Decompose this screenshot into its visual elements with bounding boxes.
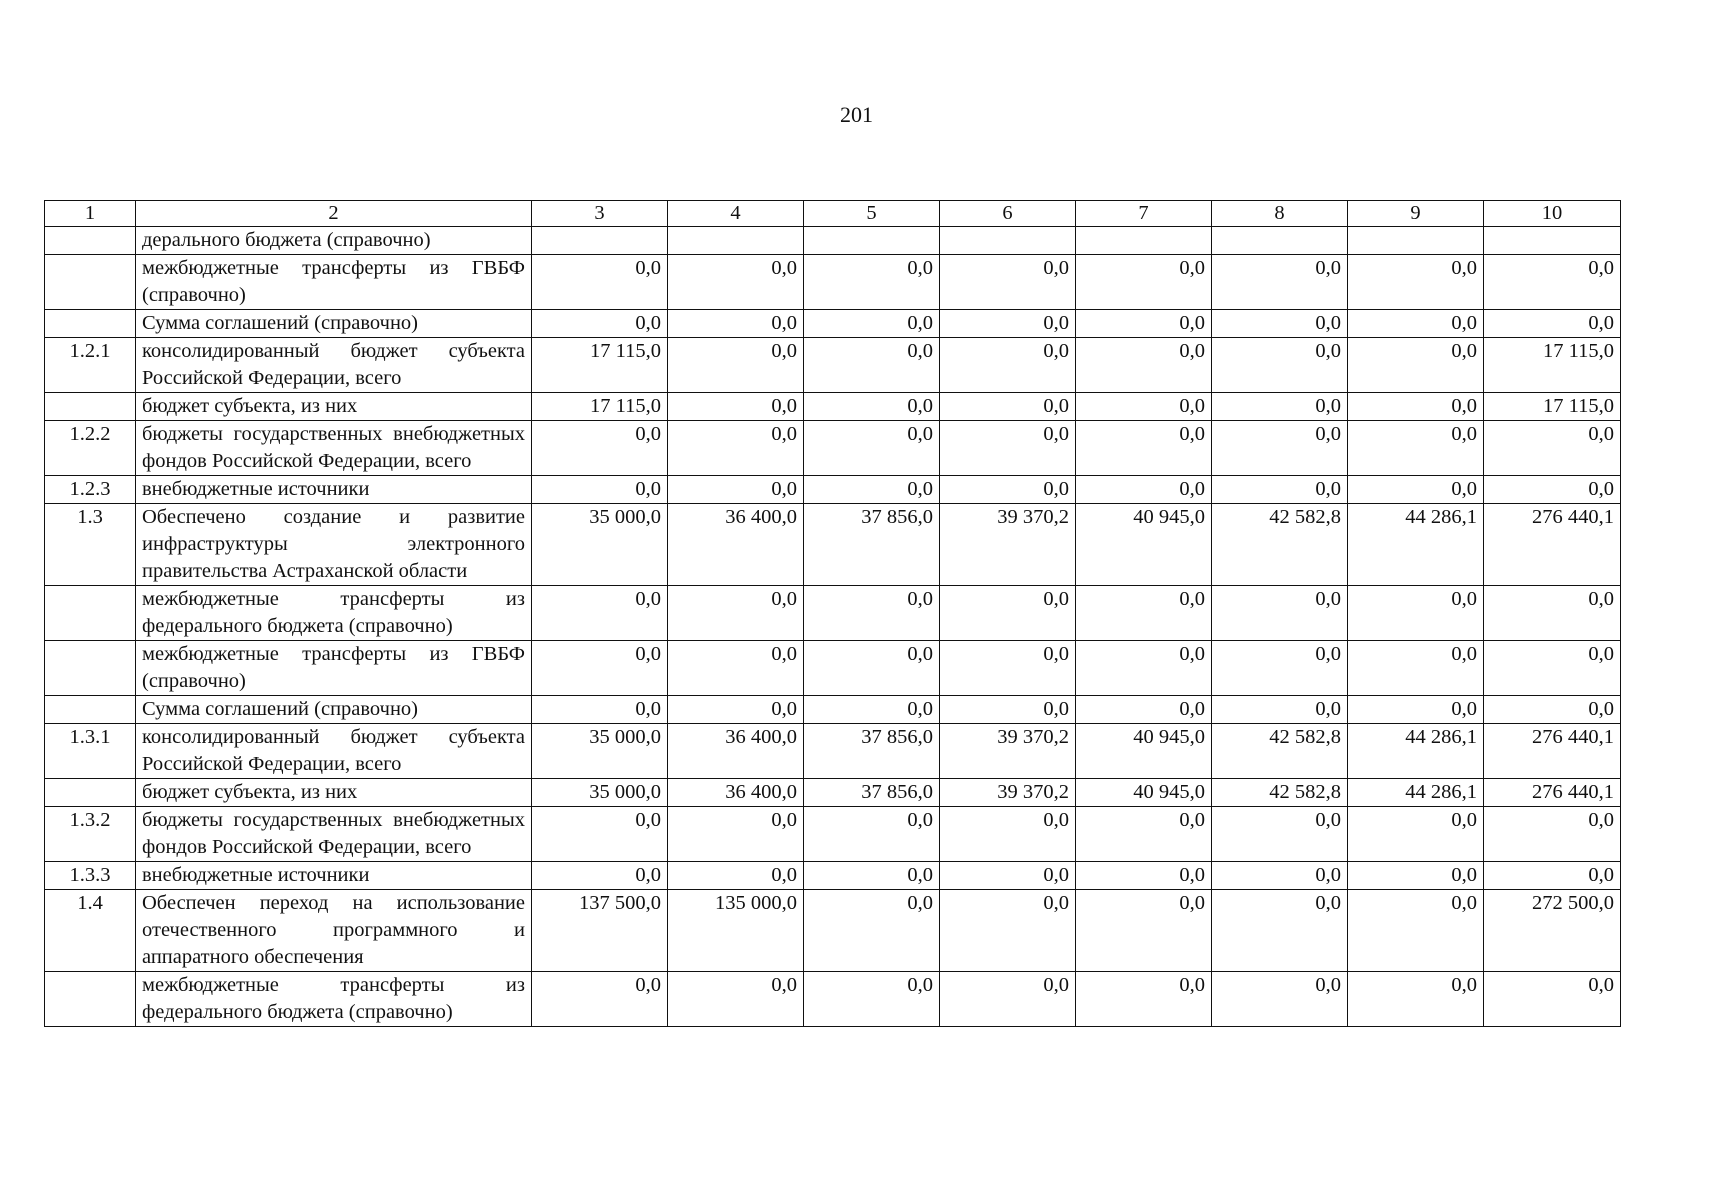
column-header: 6: [940, 201, 1076, 227]
value-cell: 276 440,1: [1484, 779, 1621, 807]
value-cell: 42 582,8: [1212, 504, 1348, 586]
value-cell: 17 115,0: [532, 393, 668, 421]
value-cell: 42 582,8: [1212, 779, 1348, 807]
value-cell: 0,0: [532, 862, 668, 890]
value-cell: 0,0: [1212, 586, 1348, 641]
value-cell: 0,0: [804, 586, 940, 641]
value-cell: 0,0: [1484, 586, 1621, 641]
value-cell: 0,0: [1348, 393, 1484, 421]
row-description: Обеспечен переход на использование отечественного программного и аппаратного обеспечения: [136, 890, 532, 972]
value-cell: 0,0: [1076, 310, 1212, 338]
value-cell: 36 400,0: [668, 724, 804, 779]
value-cell: 0,0: [1076, 862, 1212, 890]
value-cell: 17 115,0: [1484, 393, 1621, 421]
value-cell: 0,0: [1076, 393, 1212, 421]
value-cell: 0,0: [532, 255, 668, 310]
row-code: 1.2.1: [45, 338, 136, 393]
value-cell: [532, 227, 668, 255]
value-cell: 0,0: [804, 641, 940, 696]
value-cell: 0,0: [1348, 862, 1484, 890]
value-cell: 0,0: [1212, 972, 1348, 1027]
row-description: межбюджетные трансферты из федерального бюджета (справочно): [136, 972, 532, 1027]
value-cell: 0,0: [804, 972, 940, 1027]
table-row: [45, 696, 1621, 724]
value-cell: 0,0: [804, 862, 940, 890]
column-header: 7: [1076, 201, 1212, 227]
value-cell: 40 945,0: [1076, 779, 1212, 807]
value-cell: [1212, 227, 1348, 255]
value-cell: 276 440,1: [1484, 504, 1621, 586]
row-description: межбюджетные трансферты из федерального бюджета (справочно): [136, 586, 532, 641]
row-description: бюджет субъекта, из них: [136, 393, 532, 421]
value-cell: 0,0: [668, 310, 804, 338]
value-cell: 0,0: [940, 586, 1076, 641]
value-cell: 36 400,0: [668, 779, 804, 807]
table-row: [45, 476, 1621, 504]
table-row: [45, 393, 1621, 421]
value-cell: 0,0: [1484, 696, 1621, 724]
value-cell: 0,0: [1076, 890, 1212, 972]
row-code: [45, 696, 136, 724]
value-cell: [1076, 227, 1212, 255]
column-header: 5: [804, 201, 940, 227]
table-body: [45, 201, 1621, 1027]
value-cell: 0,0: [1076, 807, 1212, 862]
value-cell: 0,0: [1348, 421, 1484, 476]
row-code: 1.2.3: [45, 476, 136, 504]
table-row: [45, 641, 1621, 696]
value-cell: 0,0: [1212, 310, 1348, 338]
column-header: 10: [1484, 201, 1621, 227]
row-code: [45, 227, 136, 255]
value-cell: 0,0: [1484, 310, 1621, 338]
table-row: [45, 338, 1621, 393]
table-row: [45, 972, 1621, 1027]
value-cell: 0,0: [1076, 586, 1212, 641]
value-cell: 0,0: [532, 586, 668, 641]
value-cell: 35 000,0: [532, 779, 668, 807]
row-code: [45, 586, 136, 641]
value-cell: 0,0: [1348, 641, 1484, 696]
value-cell: 0,0: [1484, 972, 1621, 1027]
row-code: [45, 310, 136, 338]
value-cell: 35 000,0: [532, 724, 668, 779]
value-cell: 0,0: [668, 393, 804, 421]
value-cell: 0,0: [940, 641, 1076, 696]
row-code: 1.3: [45, 504, 136, 586]
value-cell: 0,0: [1484, 862, 1621, 890]
value-cell: 0,0: [1212, 255, 1348, 310]
value-cell: 0,0: [1348, 972, 1484, 1027]
value-cell: 272 500,0: [1484, 890, 1621, 972]
value-cell: 0,0: [532, 641, 668, 696]
value-cell: 37 856,0: [804, 779, 940, 807]
value-cell: 0,0: [1076, 476, 1212, 504]
value-cell: 0,0: [1212, 890, 1348, 972]
value-cell: 0,0: [940, 393, 1076, 421]
row-description: Сумма соглашений (справочно): [136, 696, 532, 724]
row-code: [45, 641, 136, 696]
value-cell: 0,0: [1348, 310, 1484, 338]
value-cell: 0,0: [1076, 641, 1212, 696]
row-description: бюджеты государственных внебюджетных фондов Российской Федерации, всего: [136, 421, 532, 476]
value-cell: 0,0: [1212, 476, 1348, 504]
value-cell: 0,0: [532, 310, 668, 338]
value-cell: 0,0: [1212, 421, 1348, 476]
column-header: 4: [668, 201, 804, 227]
row-code: 1.3.3: [45, 862, 136, 890]
value-cell: 40 945,0: [1076, 504, 1212, 586]
value-cell: 36 400,0: [668, 504, 804, 586]
value-cell: 0,0: [804, 807, 940, 862]
value-cell: 0,0: [940, 310, 1076, 338]
value-cell: 0,0: [1348, 338, 1484, 393]
value-cell: 0,0: [1484, 476, 1621, 504]
value-cell: 135 000,0: [668, 890, 804, 972]
value-cell: 0,0: [940, 476, 1076, 504]
row-code: [45, 255, 136, 310]
row-description: внебюджетные источники: [136, 476, 532, 504]
value-cell: 39 370,2: [940, 724, 1076, 779]
value-cell: 0,0: [1212, 338, 1348, 393]
value-cell: 0,0: [668, 641, 804, 696]
value-cell: 0,0: [940, 696, 1076, 724]
value-cell: 39 370,2: [940, 779, 1076, 807]
value-cell: 0,0: [940, 862, 1076, 890]
value-cell: 0,0: [1212, 807, 1348, 862]
value-cell: 0,0: [668, 476, 804, 504]
value-cell: [940, 227, 1076, 255]
value-cell: 0,0: [804, 421, 940, 476]
value-cell: 0,0: [804, 338, 940, 393]
table-row: [45, 779, 1621, 807]
value-cell: 0,0: [940, 255, 1076, 310]
row-description: Обеспечено создание и развитие инфраструктуры электронного правительства Астраханской области: [136, 504, 532, 586]
row-description: внебюджетные источники: [136, 862, 532, 890]
column-header: 9: [1348, 201, 1484, 227]
row-description: бюджеты государственных внебюджетных фондов Российской Федерации, всего: [136, 807, 532, 862]
header-row: [45, 201, 1621, 227]
table-row: [45, 862, 1621, 890]
value-cell: 0,0: [668, 862, 804, 890]
value-cell: 37 856,0: [804, 504, 940, 586]
value-cell: 44 286,1: [1348, 724, 1484, 779]
value-cell: 0,0: [804, 255, 940, 310]
value-cell: 0,0: [668, 807, 804, 862]
value-cell: 0,0: [668, 255, 804, 310]
value-cell: 0,0: [940, 890, 1076, 972]
value-cell: 0,0: [940, 421, 1076, 476]
row-description: бюджет субъекта, из них: [136, 779, 532, 807]
value-cell: 0,0: [1348, 255, 1484, 310]
value-cell: 0,0: [1076, 696, 1212, 724]
row-description: консолидированный бюджет субъекта Российской Федерации, всего: [136, 338, 532, 393]
table-row: [45, 255, 1621, 310]
value-cell: 0,0: [668, 696, 804, 724]
row-code: [45, 779, 136, 807]
value-cell: 276 440,1: [1484, 724, 1621, 779]
value-cell: 0,0: [1348, 696, 1484, 724]
value-cell: 0,0: [1484, 255, 1621, 310]
value-cell: 17 115,0: [532, 338, 668, 393]
value-cell: 0,0: [532, 696, 668, 724]
value-cell: 0,0: [1076, 338, 1212, 393]
row-code: [45, 393, 136, 421]
value-cell: [804, 227, 940, 255]
value-cell: 0,0: [804, 890, 940, 972]
value-cell: 42 582,8: [1212, 724, 1348, 779]
value-cell: 39 370,2: [940, 504, 1076, 586]
value-cell: 0,0: [532, 421, 668, 476]
value-cell: [1484, 227, 1621, 255]
value-cell: 137 500,0: [532, 890, 668, 972]
row-description: межбюджетные трансферты из ГВБФ (справочно): [136, 641, 532, 696]
column-header: 8: [1212, 201, 1348, 227]
table-row: [45, 586, 1621, 641]
value-cell: 0,0: [940, 972, 1076, 1027]
row-description: Сумма соглашений (справочно): [136, 310, 532, 338]
value-cell: 0,0: [1484, 807, 1621, 862]
row-code: [45, 972, 136, 1027]
value-cell: 0,0: [940, 338, 1076, 393]
value-cell: 0,0: [532, 807, 668, 862]
value-cell: 0,0: [668, 586, 804, 641]
page-number: 201: [840, 102, 873, 127]
value-cell: 0,0: [1076, 255, 1212, 310]
value-cell: 35 000,0: [532, 504, 668, 586]
table-row: [45, 807, 1621, 862]
value-cell: 0,0: [668, 421, 804, 476]
value-cell: 0,0: [940, 807, 1076, 862]
value-cell: 0,0: [1076, 972, 1212, 1027]
table-row: [45, 890, 1621, 972]
row-code: 1.3.2: [45, 807, 136, 862]
value-cell: 0,0: [1076, 421, 1212, 476]
value-cell: 0,0: [1212, 393, 1348, 421]
table-row: [45, 227, 1621, 255]
value-cell: 0,0: [668, 972, 804, 1027]
row-code: 1.4: [45, 890, 136, 972]
value-cell: 0,0: [804, 696, 940, 724]
column-header: 3: [532, 201, 668, 227]
row-description: дерального бюджета (справочно): [136, 227, 532, 255]
value-cell: 0,0: [668, 338, 804, 393]
value-cell: 17 115,0: [1484, 338, 1621, 393]
value-cell: 0,0: [1484, 641, 1621, 696]
value-cell: 0,0: [1484, 421, 1621, 476]
value-cell: 0,0: [804, 476, 940, 504]
value-cell: 44 286,1: [1348, 504, 1484, 586]
value-cell: 0,0: [1212, 641, 1348, 696]
row-description: консолидированный бюджет субъекта Российской Федерации, всего: [136, 724, 532, 779]
value-cell: [1348, 227, 1484, 255]
row-code: 1.2.2: [45, 421, 136, 476]
row-code: 1.3.1: [45, 724, 136, 779]
value-cell: [668, 227, 804, 255]
row-description: межбюджетные трансферты из ГВБФ (справочно): [136, 255, 532, 310]
value-cell: 0,0: [1348, 476, 1484, 504]
value-cell: 0,0: [1348, 586, 1484, 641]
table-row: [45, 310, 1621, 338]
table-row: [45, 421, 1621, 476]
value-cell: 0,0: [804, 310, 940, 338]
table-row: [45, 724, 1621, 779]
value-cell: 0,0: [1348, 890, 1484, 972]
value-cell: 0,0: [1212, 862, 1348, 890]
table-row: [45, 504, 1621, 586]
value-cell: 0,0: [532, 972, 668, 1027]
column-header: 2: [136, 201, 532, 227]
budget-table: [44, 200, 1621, 1027]
value-cell: 44 286,1: [1348, 779, 1484, 807]
value-cell: 0,0: [804, 393, 940, 421]
column-header: 1: [45, 201, 136, 227]
value-cell: 40 945,0: [1076, 724, 1212, 779]
value-cell: 0,0: [1348, 807, 1484, 862]
value-cell: 37 856,0: [804, 724, 940, 779]
value-cell: 0,0: [1212, 696, 1348, 724]
value-cell: 0,0: [532, 476, 668, 504]
